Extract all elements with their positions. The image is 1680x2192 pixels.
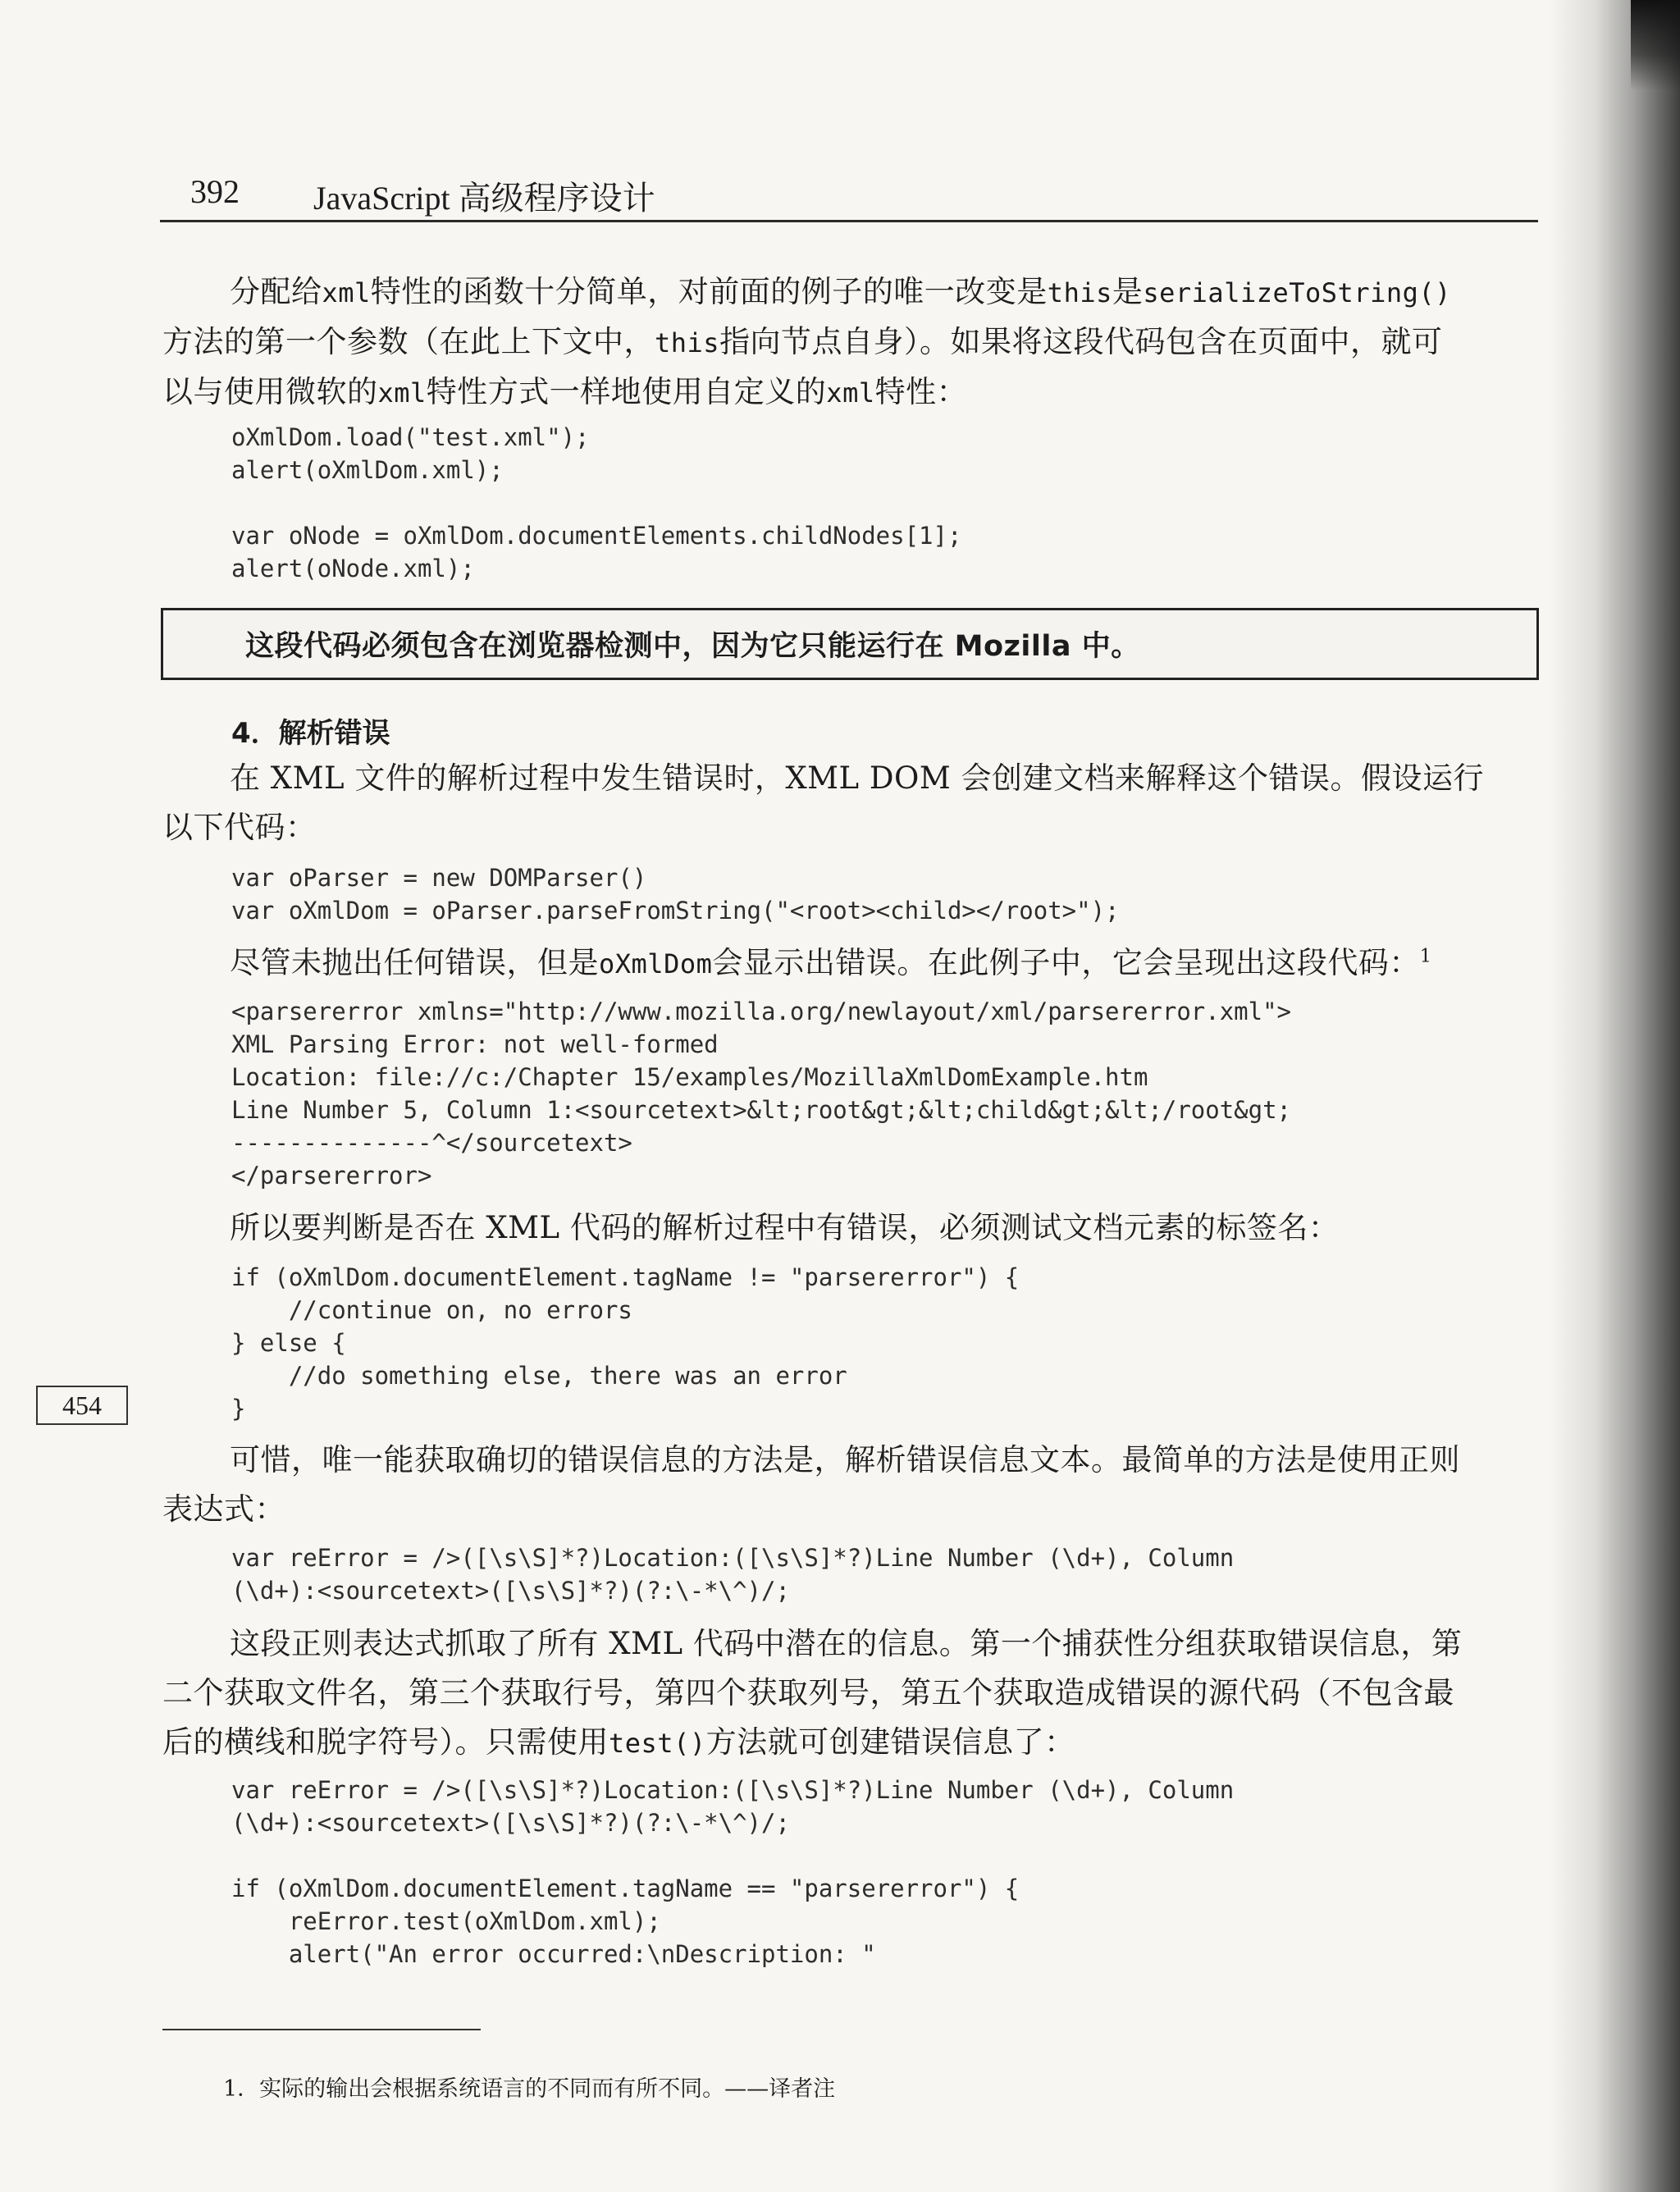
footnote-rule xyxy=(162,2029,481,2030)
code-block-xml-load: oXmlDom.load("test.xml"); alert(oXmlDom.xml); var oNode = oXmlDom.documentElements.childNodes[1]; alert(oNode.xml); xyxy=(231,423,962,582)
section-heading: 4．解析错误 xyxy=(231,717,390,750)
inline-code: test() xyxy=(609,1728,706,1759)
paragraph-line: 尽管未抛出任何错误，但是oXmlDom会显示出错误。在此例子中，它会呈现出这段代码：$^1$ xyxy=(230,945,1432,980)
paragraph-line: 所以要判断是否在 XML 代码的解析过程中有错误，必须测试文档元素的标签名： xyxy=(230,1210,1340,1245)
paragraph-xml-attribute xyxy=(162,267,1541,418)
paragraph-test-tagname xyxy=(162,1203,1541,1253)
inline-code: xml xyxy=(826,377,875,409)
paragraph-regex-intro xyxy=(162,1436,1541,1534)
page-header xyxy=(190,172,1536,221)
paragraph-line: 后的横线和脱字符号）。只需使用test()方法就可创建错误信息了： xyxy=(162,1724,1075,1760)
inline-code: this xyxy=(1047,277,1112,308)
page-number: 392 xyxy=(190,173,240,210)
inline-code: oXmlDom xyxy=(599,948,713,980)
note-text: 这段代码必须包含在浏览器检测中，因为它只能运行在 Mozilla 中。 xyxy=(245,630,1140,663)
code-block-parsererror: <parsererror xmlns="http://www.mozilla.org/newlayout/xml/parsererror.xml"> XML Parsing Error: not well-formed Location: file://c:/Chapter 15/examples/MozillaXmlDomExample.htm Line Number 5, Column 1:<sourcetext>&lt;root&gt;&lt;child&gt;&lt;/root&gt; --------------^</sourcetext> </parsererror> xyxy=(231,998,1292,1190)
header-rule xyxy=(160,220,1538,222)
code-block-regex-test: var reError = />([\s\S]*?)Location:([\s\S]*?)Line Number (\d+), Column (\d+):<sourcetext>([\s\S]*?)(?:\-*\^)/; if (oXmlDom.documentElement.tagName == "parsererror") { reError.test(oXmlDom.xml); alert("An error occurred:\nDescription: " xyxy=(231,1776,1235,1968)
running-title: JavaScript 高级程序设计 xyxy=(313,180,655,217)
paragraph-line: 方法的第一个参数（在此上下文中，this指向节点自身）。如果将这段代码包含在页面中，就可 xyxy=(162,324,1443,359)
code-block-domparser: var oParser = new DOMParser() var oXmlDom = oParser.parseFromString("<root><child></root>"); xyxy=(231,864,1120,925)
paragraph-line: 可惜，唯一能获取确切的错误信息的方法是，解析错误信息文本。最简单的方法是使用正则 xyxy=(230,1442,1460,1477)
code-block-regex: var reError = />([\s\S]*?)Location:([\s\S]*?)Line Number (\d+), Column (\d+):<sourcetext>([\s\S]*?)(?:\-*\^)/; xyxy=(231,1544,1235,1605)
footnote: 1．实际的输出会根据系统语言的不同而有所不同。——译者注 xyxy=(223,2076,836,2102)
paragraph-line: 在 XML 文件的解析过程中发生错误时，XML DOM 会创建文档来解释这个错误。假设运行 xyxy=(230,760,1485,796)
scan-edge-shadow xyxy=(1549,0,1680,2192)
paragraph-line: 这段正则表达式抓取了所有 XML 代码中潜在的信息。第一个捕获性分组获取错误信息，第 xyxy=(230,1626,1463,1661)
inline-code: serializeToString() xyxy=(1143,277,1451,308)
code-block-if-tagname: if (oXmlDom.documentElement.tagName != "parsererror") { //continue on, no errors } else { //do something else, there was an error } xyxy=(231,1263,1020,1423)
footnote-mark: 1 xyxy=(1419,946,1432,967)
inline-code: this xyxy=(655,327,720,358)
inline-code: xml xyxy=(322,277,371,308)
paragraph-parse-error xyxy=(162,754,1541,852)
scan-corner-shadow xyxy=(1631,0,1680,90)
paragraph-line: 以下代码： xyxy=(162,810,317,845)
paragraph-line: 以与使用微软的xml特性方式一样地使用自定义的xml特性： xyxy=(162,374,968,409)
margin-page-reference: 454 xyxy=(36,1386,128,1425)
note-box xyxy=(161,608,1539,680)
inline-code: xml xyxy=(377,377,427,409)
paragraph-line: 表达式： xyxy=(162,1491,285,1527)
paragraph-line: 二个获取文件名，第三个获取行号，第四个获取列号，第五个获取造成错误的源代码（不包含最 xyxy=(162,1675,1454,1710)
paragraph-line: 分配给xml特性的函数十分简单，对前面的例子的唯一改变是this是serializeToString() xyxy=(230,274,1451,309)
paragraph-regex-explain xyxy=(162,1619,1541,1768)
paragraph-no-error-thrown xyxy=(162,938,1541,989)
